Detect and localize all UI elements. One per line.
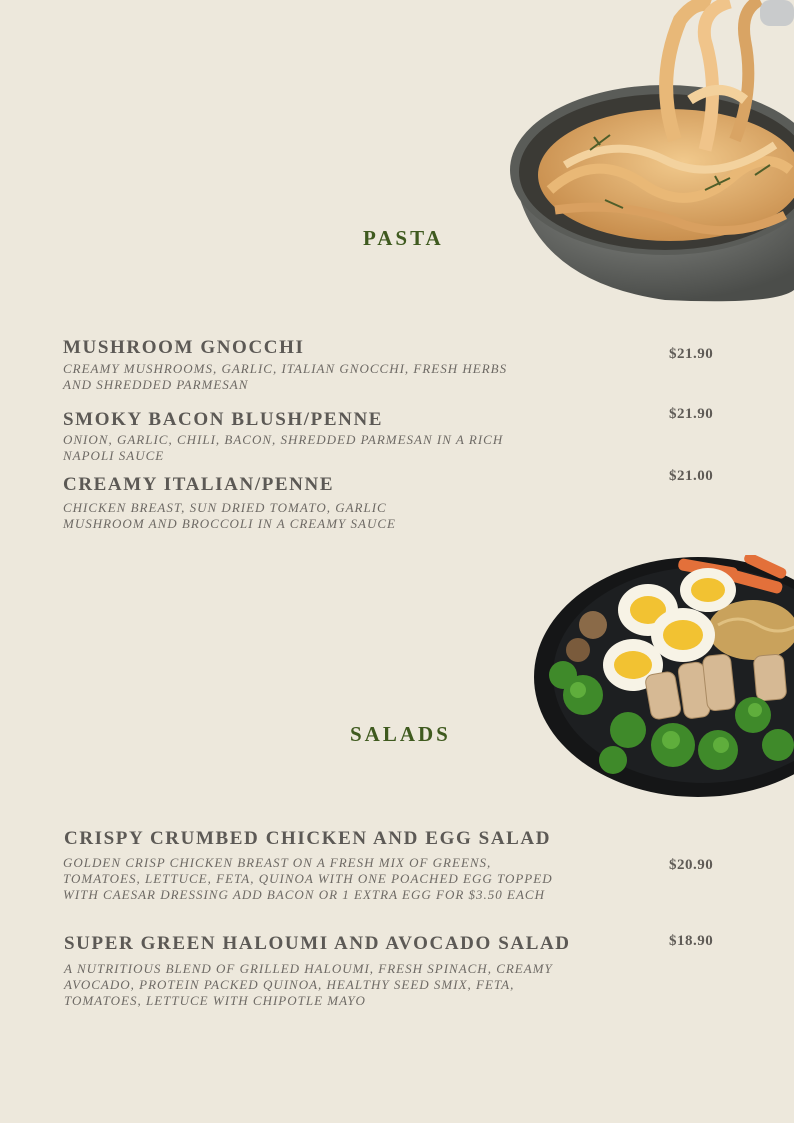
salad-item-price: $20.90 bbox=[669, 857, 714, 873]
salad-item-price: $18.90 bbox=[669, 933, 714, 949]
pasta-item-name: MUSHROOM GNOCCHI bbox=[63, 337, 305, 358]
pasta-item-name: CREAMY ITALIAN/PENNE bbox=[63, 474, 335, 495]
pasta-item-price: $21.00 bbox=[669, 468, 714, 484]
salad-item-description: GOLDEN CRISP CHICKEN BREAST ON A FRESH MIX OF GREENS, TOMATOES, LETTUCE, FETA, QUINOA WITH ONE POACHED EGG TOPPED WITH CAESAR DRESSING ADD BACON OR 1 EXTRA EGG FOR $3.50 EACH bbox=[63, 855, 553, 902]
pasta-section-title: PASTA bbox=[363, 226, 444, 250]
pasta-item-price: $21.90 bbox=[669, 346, 714, 362]
salad-item-name: CRISPY CRUMBED CHICKEN AND EGG SALAD bbox=[64, 828, 552, 849]
salad-item-name: SUPER GREEN HALOUMI AND AVOCADO SALAD bbox=[64, 933, 571, 954]
pasta-item-description: CREAMY MUSHROOMS, GARLIC, ITALIAN GNOCCHI, FRESH HERBS AND SHREDDED PARMESAN bbox=[63, 361, 508, 392]
pasta-bowl-image bbox=[505, 0, 794, 305]
pasta-item-description: ONION, GARLIC, CHILI, BACON, SHREDDED PARMESAN IN A RICH NAPOLI SAUCE bbox=[63, 432, 504, 463]
salad-item-description: A NUTRITIOUS BLEND OF GRILLED HALOUMI, FRESH SPINACH, CREAMY AVOCADO, PROTEIN PACKED QUINOA, HEALTHY SEED SMIX, FETA, TOMATOES, LETTUCE WITH CHIPOTLE MAYO bbox=[64, 961, 553, 1008]
pasta-item-description: CHICKEN BREAST, SUN DRIED TOMATO, GARLIC MUSHROOM AND BROCCOLI IN A CREAMY SAUCE bbox=[63, 500, 396, 531]
salad-plate-image bbox=[533, 555, 794, 800]
pasta-item-name: SMOKY BACON BLUSH/PENNE bbox=[63, 409, 384, 430]
pasta-item-price: $21.90 bbox=[669, 406, 714, 422]
salads-section-title: SALADS bbox=[350, 722, 451, 746]
